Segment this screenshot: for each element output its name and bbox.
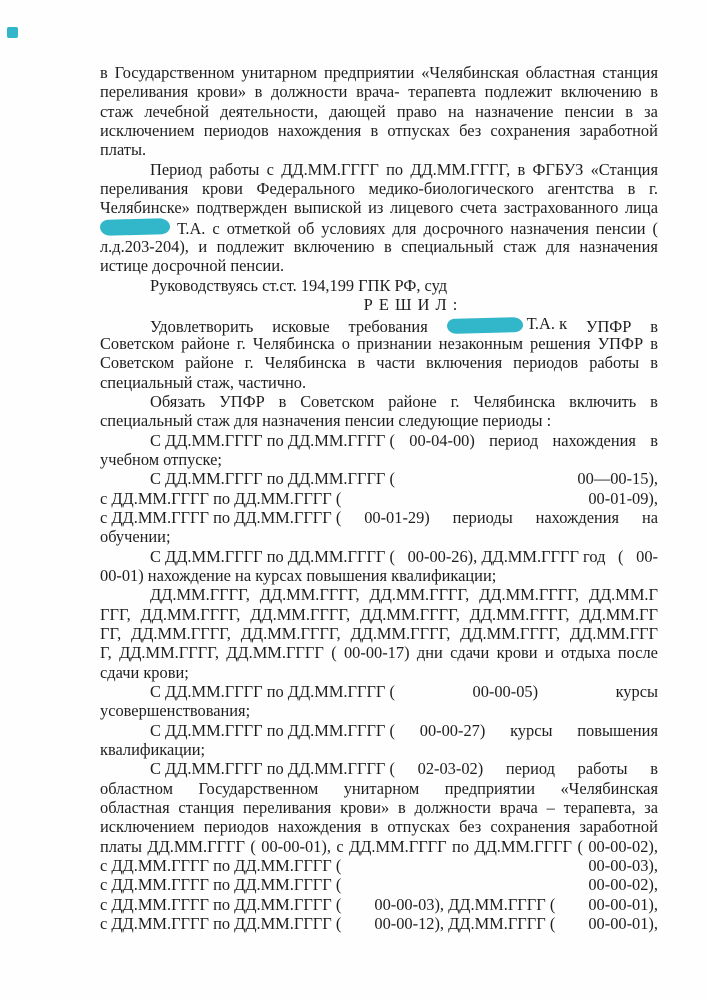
text-segment: ДД.ММ.ГГГ — [569, 623, 658, 643]
text-segment: ДД.ММ.ГГГГ, — [410, 159, 511, 179]
text-segment: л.д.203-204), — [100, 237, 189, 257]
text-line — [100, 179, 658, 198]
text-segment: 00-01-29) — [364, 507, 430, 527]
text-segment: станция — [602, 63, 658, 82]
text-segment: назначения — [510, 218, 589, 238]
text-segment: в — [650, 82, 658, 102]
text-segment: г. — [648, 179, 658, 199]
text-segment: 00-04-00) — [409, 430, 475, 450]
text-segment: и — [198, 237, 208, 257]
text-segment: включения — [426, 353, 503, 373]
text-segment: Челябинска — [264, 353, 347, 373]
text-segment: в — [625, 101, 634, 121]
text-segment: признании — [357, 333, 432, 353]
text-line — [100, 353, 658, 372]
text-segment: лицевого — [390, 198, 454, 218]
text-segment: «Станция — [590, 159, 658, 179]
text-segment: дающей — [329, 101, 386, 121]
text-segment: предприятии — [323, 63, 415, 82]
text-segment: – — [546, 798, 555, 818]
text-segment: на — [641, 507, 658, 527]
text-segment: ДД.ММ.ГГГГ, — [250, 604, 351, 624]
text-segment: ДД.ММ.ГГГГ, — [350, 623, 451, 643]
text-line — [100, 489, 658, 508]
text-segment: незаконным — [438, 333, 523, 353]
text-segment: районе — [181, 333, 230, 353]
text-line: 00-01) нахождение на курсах повышения квалификации; — [100, 565, 497, 585]
text-line: квалификации; — [100, 740, 206, 760]
text-segment: ДД.ММ.ГГГГ — [474, 836, 573, 856]
text-line: Руководствуясь ст.ст. 194,199 ГПК РФ, суд — [150, 275, 448, 295]
text-segment: ( — [331, 643, 337, 663]
text-segment: ДД.ММ.ГГГГ, — [460, 623, 561, 643]
text-segment: лечебной — [144, 101, 210, 121]
text-segment: заработной — [579, 817, 658, 837]
text-segment: части — [376, 353, 415, 373]
text-line — [100, 837, 658, 856]
text-segment: Челябинске» — [100, 198, 190, 218]
text-segment: с — [336, 836, 344, 856]
text-line — [100, 643, 658, 662]
text-segment: районе — [388, 391, 437, 411]
text-segment: сохранения — [490, 817, 571, 837]
text-segment: в — [650, 391, 658, 411]
text-segment: 00-00-05) — [472, 682, 539, 701]
text-segment: на — [448, 101, 465, 121]
text-segment: в — [650, 430, 658, 450]
text-segment: в — [357, 353, 366, 373]
text-segment: С ДД.ММ.ГГГГ по ДД.ММ.ГГГГ ( — [150, 430, 395, 450]
text-segment: с ДД.ММ.ГГГГ по ДД.ММ.ГГГГ ( — [100, 856, 342, 876]
text-segment: 00-00-01), — [588, 914, 658, 934]
text-segment: УПФР — [219, 391, 265, 411]
text-segment: ДД.ММ.ГГГГ, — [131, 623, 231, 643]
text-segment: сдачи — [450, 643, 490, 663]
text-segment: пенсии — [564, 101, 615, 121]
text-segment: работы — [589, 353, 640, 373]
text-segment: унитарном — [241, 63, 318, 82]
text-segment: Г, — [100, 643, 112, 663]
text-segment: районе — [185, 353, 234, 373]
text-segment: о — [341, 333, 350, 353]
redaction-mark — [446, 317, 522, 334]
text-segment: 00-01-09), — [588, 488, 658, 508]
text-segment: периоды — [452, 507, 513, 527]
text-segment: специальный — [401, 237, 494, 257]
text-segment: в — [370, 121, 379, 141]
text-line — [100, 63, 658, 82]
text-segment: выпиской — [293, 198, 362, 218]
text-line — [100, 198, 658, 217]
text-segment: ДД.ММ.ГГГГ, — [150, 585, 250, 605]
text-segment: г. — [236, 333, 246, 353]
text-segment: медико-биологического — [368, 179, 534, 199]
text-line: специальный стаж для назначения пенсии следующие периоды : — [100, 411, 552, 431]
text-line — [100, 605, 658, 624]
text-segment: г. — [450, 391, 460, 411]
text-segment: с ДД.ММ.ГГГГ по ДД.ММ.ГГГГ ( — [100, 875, 342, 895]
text-segment: ГГ, — [100, 623, 122, 643]
text-segment: ( — [250, 836, 256, 856]
text-segment: С ДД.ММ.ГГГГ по ДД.ММ.ГГГГ ( — [150, 546, 395, 566]
text-segment: с ДД.ММ.ГГГГ по ДД.ММ.ГГГГ ( — [100, 894, 342, 914]
text-segment: отпусках — [387, 121, 450, 141]
text-line — [100, 585, 658, 604]
text-segment: с ДД.ММ.ГГГГ по ДД.ММ.ГГГГ ( — [100, 488, 342, 508]
text-line — [100, 82, 658, 101]
text-segment: Советском — [300, 391, 375, 411]
text-segment: отметкой — [226, 218, 291, 238]
text-segment: об — [297, 218, 315, 238]
text-line — [100, 875, 658, 894]
redacted-name — [447, 314, 567, 333]
text-segment: требования — [348, 316, 428, 336]
text-segment: повышения — [577, 720, 658, 740]
text-segment: нахождения — [552, 430, 636, 450]
text-segment: 00—00-15), — [577, 469, 658, 489]
text-segment: назначения — [579, 237, 658, 257]
text-line — [100, 914, 658, 933]
text-segment: в — [650, 316, 658, 336]
text-line — [100, 392, 658, 411]
text-block — [100, 63, 658, 933]
text-segment: 00-00-02), — [588, 875, 658, 895]
text-segment: нахождения — [277, 817, 362, 837]
text-segment: без — [459, 817, 482, 837]
text-segment: переливания — [100, 179, 189, 199]
text-line — [100, 759, 658, 778]
text-segment: для — [545, 237, 570, 257]
text-line: сдачи крови; — [100, 662, 189, 682]
text-segment: включению — [293, 237, 375, 257]
text-segment: ДД.ММ.ГГГГ, — [369, 585, 470, 605]
text-segment: 00-00-17) — [343, 643, 410, 663]
text-segment: Челябинска — [252, 333, 335, 353]
text-segment: Челябинска — [473, 391, 556, 411]
text-segment: курсы — [615, 682, 658, 701]
text-segment: ( — [652, 218, 658, 238]
text-segment: ДД.ММ.ГГГГ — [226, 643, 324, 663]
text-segment: для — [392, 218, 417, 238]
text-segment: 00-00-01), — [261, 836, 331, 856]
text-segment: работы — [209, 159, 260, 179]
text-segment: с ДД.ММ.ГГГГ по ДД.ММ.ГГГГ ( — [100, 914, 342, 934]
text-segment: областная — [100, 798, 170, 818]
text-segment: ДД.ММ.ГГГГ — [349, 836, 447, 856]
text-segment: УПФР — [597, 333, 644, 353]
text-segment: в — [517, 159, 526, 179]
text-segment: исключением — [100, 817, 195, 837]
text-segment: С ДД.ММ.ГГГГ по ДД.ММ.ГГГГ ( — [150, 759, 395, 779]
text-segment: подлежит — [216, 237, 285, 257]
text-segment: заработной — [579, 121, 658, 141]
text-segment: в — [650, 333, 658, 353]
text-segment: 02-03-02) — [417, 759, 484, 779]
text-segment: и — [544, 643, 554, 663]
text-segment: врача — [499, 798, 538, 818]
text-segment: без — [459, 121, 482, 141]
text-segment: включению — [560, 82, 642, 102]
text-segment: Федерального — [256, 179, 355, 199]
text-line: учебном отпуске; — [100, 449, 222, 469]
text-segment: ДД.ММ.ГГГГ, — [259, 585, 360, 605]
text-segment: 00- — [636, 546, 658, 566]
text-segment: ДД.ММ.ГГГГ, — [469, 604, 570, 624]
text-line: платы. — [100, 140, 147, 160]
text-segment: ГГГ, — [100, 604, 131, 624]
text-segment: ДД.ММ.ГГГГ — [147, 836, 245, 856]
text-segment: 00-00-12), ДД.ММ.ГГГГ ( — [374, 914, 556, 934]
text-line: истице досрочной пенсии. — [100, 256, 285, 276]
text-segment: с ДД.ММ.ГГГГ по ДД.ММ.ГГГГ ( — [100, 507, 342, 527]
text-segment: назначение — [475, 101, 554, 121]
text-segment: предприятии — [444, 778, 536, 798]
text-segment: переливания — [100, 82, 189, 102]
text-segment: дни — [416, 643, 443, 663]
text-segment: переливания — [242, 798, 332, 818]
text-segment: ДД.ММ.ГГГГ, — [140, 604, 241, 624]
text-segment: крови» — [196, 82, 247, 102]
text-segment: С ДД.ММ.ГГГГ по ДД.ММ.ГГГГ ( — [150, 720, 395, 740]
text-segment: право — [396, 101, 437, 121]
redaction-mark — [100, 218, 170, 236]
scan-artifact-square — [7, 27, 18, 38]
text-segment: в — [398, 798, 406, 818]
text-line — [100, 779, 658, 798]
text-segment: 00-00-27) — [419, 720, 486, 740]
text-line: специальный стаж, частично. — [100, 372, 307, 392]
text-segment: подлежит — [484, 82, 553, 102]
text-segment: С ДД.ММ.ГГГГ по ДД.ММ.ГГГГ ( — [150, 469, 395, 489]
text-segment: стаж — [100, 101, 134, 121]
text-line — [100, 121, 658, 140]
text-segment: условиях — [321, 218, 386, 238]
text-segment: стаж — [503, 237, 537, 257]
text-segment: деятельности, — [220, 101, 319, 121]
text-segment: 00-00-01), — [588, 894, 658, 914]
text-segment: областном — [100, 778, 174, 798]
text-segment: крови» — [340, 798, 390, 818]
text-segment: Период — [150, 159, 203, 179]
text-segment: ( — [577, 836, 583, 856]
text-line — [100, 624, 658, 643]
text-segment: сохранения — [490, 121, 571, 141]
text-line — [100, 218, 658, 237]
text-segment: застрахованного — [503, 198, 619, 218]
text-line: усовершенствования; — [100, 701, 251, 721]
text-segment: ДД.ММ.ГГГГ — [281, 159, 379, 179]
text-line — [100, 431, 658, 450]
text-segment: ДД.ММ.Г — [588, 585, 658, 605]
text-segment: с — [212, 218, 220, 238]
text-segment: в — [100, 63, 108, 82]
text-segment: областная — [525, 63, 596, 82]
text-segment: в — [650, 353, 658, 373]
text-segment: лица — [624, 198, 658, 218]
text-segment: Государственном — [198, 778, 319, 798]
text-segment: станция — [178, 798, 235, 818]
text-segment: нахождения — [277, 121, 362, 141]
text-segment: г. — [244, 353, 254, 373]
text-segment: по — [386, 159, 404, 179]
text-line — [100, 895, 658, 914]
text-segment: отпусках — [387, 817, 450, 837]
text-segment: в — [254, 82, 263, 102]
text-segment: крови — [496, 643, 538, 663]
text-segment: ФГБУЗ — [532, 159, 584, 179]
text-line — [100, 102, 658, 121]
text-segment: периодов — [513, 353, 579, 373]
text-segment: 00-00-26), ДД.ММ.ГГГГ год — [407, 546, 606, 566]
decision-heading: Р Е Ш И Л : — [363, 295, 459, 315]
text-segment: 00-00-02), — [588, 836, 658, 856]
text-line — [100, 237, 658, 256]
text-segment: «Челябинская — [560, 778, 658, 798]
text-segment: Советском — [100, 353, 175, 373]
text-segment: досрочного — [423, 218, 504, 238]
text-line — [100, 721, 658, 740]
text-segment: Государственном — [114, 63, 235, 82]
text-segment: Обязать — [150, 391, 206, 411]
text-segment: агентства — [547, 179, 614, 199]
text-segment: в — [278, 391, 287, 411]
text-segment: С ДД.ММ.ГГГГ по ДД.ММ.ГГГГ ( — [150, 682, 395, 701]
text-segment: период — [505, 759, 555, 779]
text-segment: по — [452, 836, 470, 856]
text-segment: УПФР — [585, 316, 632, 336]
text-segment: должности — [414, 798, 491, 818]
text-segment: терапевта, — [563, 798, 636, 818]
text-segment: 00-00-03), — [588, 856, 658, 876]
text-line: обучении; — [100, 527, 171, 547]
text-segment: в — [383, 237, 392, 257]
text-segment: курсы — [510, 720, 553, 740]
text-segment: ДД.ММ.ГГ — [579, 604, 658, 624]
text-segment: подтвержден — [196, 198, 288, 218]
text-segment: за — [644, 101, 658, 121]
text-segment: включить — [569, 391, 637, 411]
text-segment: в — [627, 179, 636, 199]
text-segment: Удовлетворить — [150, 316, 254, 336]
text-segment: нахождения — [535, 507, 620, 527]
text-segment: унитарном — [343, 778, 420, 798]
text-line — [100, 508, 658, 527]
text-segment: исковые — [272, 316, 330, 336]
text-segment: терапевта — [408, 82, 476, 102]
text-segment: ( — [618, 546, 624, 566]
text-line — [100, 160, 658, 179]
text-segment: платы — [100, 836, 142, 856]
text-segment: Советском — [100, 333, 175, 353]
text-segment: за — [644, 798, 658, 818]
text-segment: ДД.ММ.ГГГГ, — [240, 623, 341, 643]
text-segment: период — [489, 430, 539, 450]
text-segment: «Челябинская — [421, 63, 519, 82]
text-segment: работы — [577, 759, 628, 779]
text-segment: периодов — [203, 817, 269, 837]
text-segment: в — [370, 817, 379, 837]
text-segment: периодов — [203, 121, 269, 141]
text-line — [100, 798, 658, 817]
text-segment: решения — [530, 333, 591, 353]
text-segment: после — [617, 643, 658, 663]
text-segment: ДД.ММ.ГГГГ, — [479, 585, 579, 605]
text-segment: Т.А. к — [526, 314, 568, 334]
text-line — [100, 682, 658, 701]
text-line — [100, 856, 658, 875]
text-line — [100, 314, 658, 336]
text-segment: отдыха — [560, 643, 611, 663]
text-segment: исключением — [100, 121, 195, 141]
text-segment: врача- — [356, 82, 400, 102]
text-segment: счета — [459, 198, 498, 218]
redacted-name — [100, 218, 170, 234]
text-segment: пенсии — [595, 218, 646, 238]
text-segment: 00-00-03), ДД.ММ.ГГГГ ( — [374, 894, 556, 914]
text-segment: в — [650, 759, 658, 779]
text-segment: с — [266, 159, 274, 179]
text-line — [100, 469, 658, 488]
text-segment: из — [368, 198, 384, 218]
text-segment: ДД.ММ.ГГГГ, — [359, 604, 460, 624]
text-line — [100, 817, 658, 836]
text-segment: Т.А. — [177, 218, 206, 238]
text-segment: ДД.ММ.ГГГГ, — [119, 643, 219, 663]
text-line — [100, 334, 658, 353]
text-segment: крови — [202, 179, 243, 199]
text-segment: должности — [271, 82, 348, 102]
text-line — [100, 547, 658, 566]
